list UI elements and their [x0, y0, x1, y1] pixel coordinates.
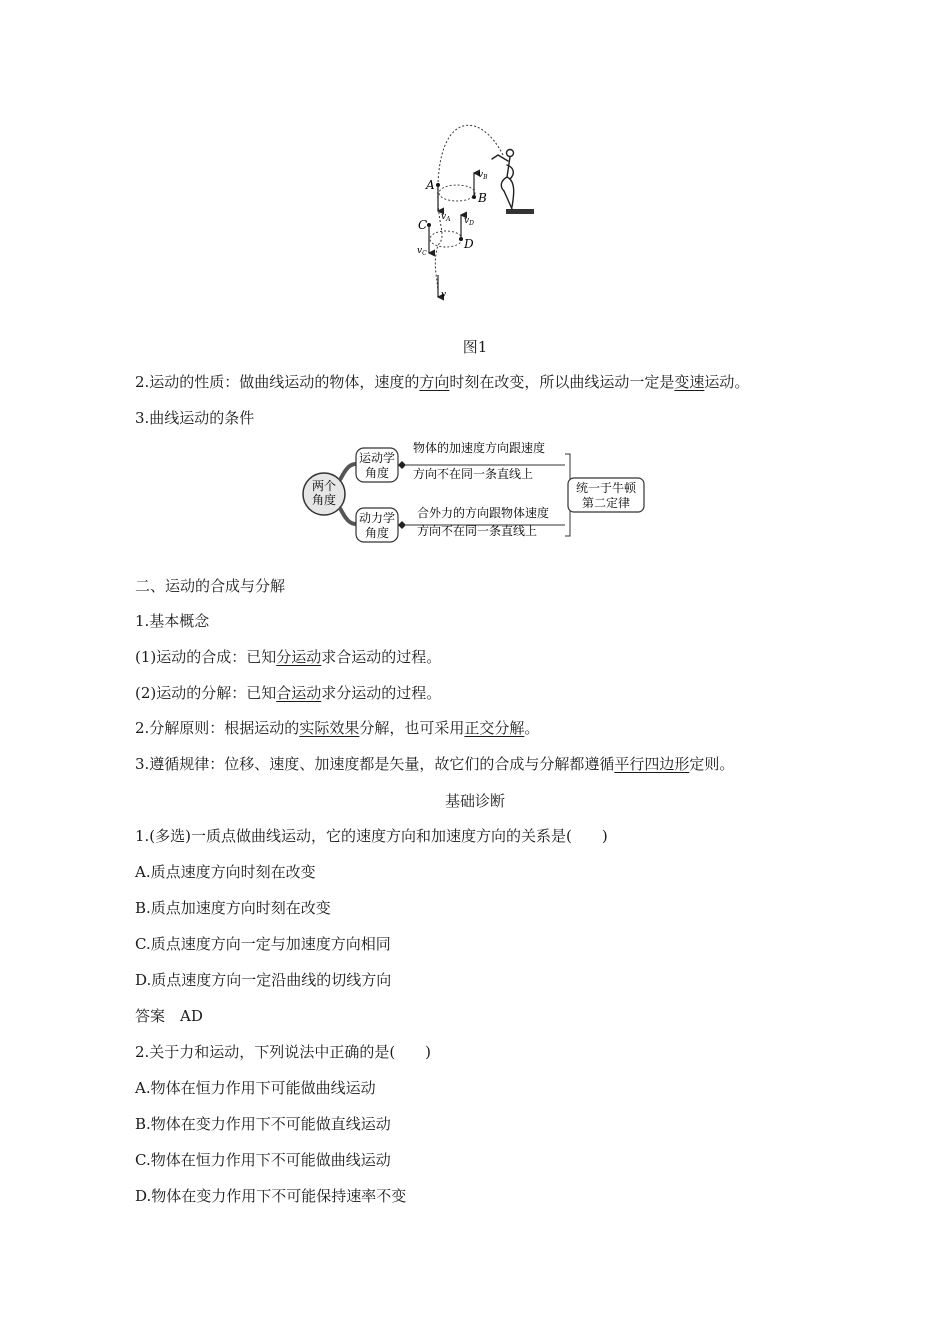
question-1-answer: 答案 AD [135, 1007, 203, 1025]
svg-text:动力学: 动力学 [358, 511, 396, 525]
diving-platform [506, 209, 534, 214]
label-va: $v_A$ [441, 212, 451, 223]
question-2-option-d: D.物体在变力作用下不可能保持速率不变 [135, 1187, 407, 1205]
term-variable-speed: 变速 [674, 373, 705, 391]
question-2-option-b: B.物体在变力作用下不可能做直线运动 [135, 1115, 391, 1133]
label-vb: $v_B$ [478, 170, 488, 181]
question-2-option-a: A.物体在恒力作用下可能做曲线运动 [135, 1079, 376, 1097]
section2-heading: 二、运动的合成与分解 [135, 577, 286, 595]
decomposition-principle: 2.分解原则：根据运动的实际效果分解，也可采用正交分解。 [135, 719, 540, 737]
diver-figure [492, 150, 514, 210]
label-vd: $v_D$ [464, 216, 474, 227]
label-c: C [418, 218, 428, 232]
trajectory-curve [435, 125, 503, 293]
question-1-option-c: C.质点速度方向一定与加速度方向相同 [135, 935, 391, 953]
svg-text:角度: 角度 [364, 466, 390, 480]
basic-concepts-heading: 1.基本概念 [135, 612, 210, 630]
label-vc: $v_C$ [417, 246, 427, 257]
motion-nature-text: 2.运动的性质：做曲线运动的物体，速度的方向时刻在改变，所以曲线运动一定是变速运动。 [135, 373, 750, 391]
label-d: D [464, 237, 474, 251]
governing-rule: 3.遵循规律：位移、速度、加速度都是矢量，故它们的合成与分解都遵循平行四边形定则。 [135, 755, 735, 773]
svg-text:两个: 两个 [311, 479, 337, 493]
label-v: v [441, 290, 447, 300]
svg-text:角度: 角度 [311, 493, 337, 507]
figure-diver-trajectory [400, 115, 550, 305]
curve-conditions-heading: 3.曲线运动的条件 [135, 409, 255, 427]
figure1-caption: 图1 [462, 338, 488, 356]
question-1-option-d: D.质点速度方向一定沿曲线的切线方向 [135, 971, 392, 989]
svg-text:角度: 角度 [364, 526, 390, 540]
dynamics-desc-1: 合外力的方向跟物体速度 [417, 506, 550, 520]
kinematics-desc-2: 方向不在同一条直线上 [413, 467, 534, 481]
question-1-stem: 1.(多选)一质点做曲线运动，它的速度方向和加速度方向的关系是( ) [135, 827, 608, 845]
loop-cd [430, 231, 462, 247]
question-2-option-c: C.物体在恒力作用下不可能做曲线运动 [135, 1151, 391, 1169]
composition-definition: (1)运动的合成：已知分运动求合运动的过程。 [135, 648, 442, 666]
term-direction: 方向 [419, 373, 450, 391]
label-a: A [426, 178, 435, 192]
svg-text:运动学: 运动学 [358, 451, 396, 465]
decomposition-definition: (2)运动的分解：已知合运动求分运动的过程。 [135, 684, 442, 702]
diagnosis-title: 基础诊断 [444, 792, 505, 810]
dynamics-desc-2: 方向不在同一条直线上 [417, 524, 538, 538]
question-1-option-b: B.质点加速度方向时刻在改变 [135, 899, 331, 917]
concept-diagram [300, 438, 650, 550]
svg-text:第二定律: 第二定律 [581, 496, 631, 510]
kinematics-desc-1: 物体的加速度方向跟速度 [413, 441, 546, 455]
svg-text:统一于牛顿: 统一于牛顿 [575, 481, 637, 495]
question-1-option-a: A.质点速度方向时刻在改变 [135, 863, 316, 881]
label-b: B [478, 191, 487, 205]
loop-ab [439, 185, 475, 201]
question-2-stem: 2.关于力和运动，下列说法中正确的是( ) [135, 1043, 432, 1061]
